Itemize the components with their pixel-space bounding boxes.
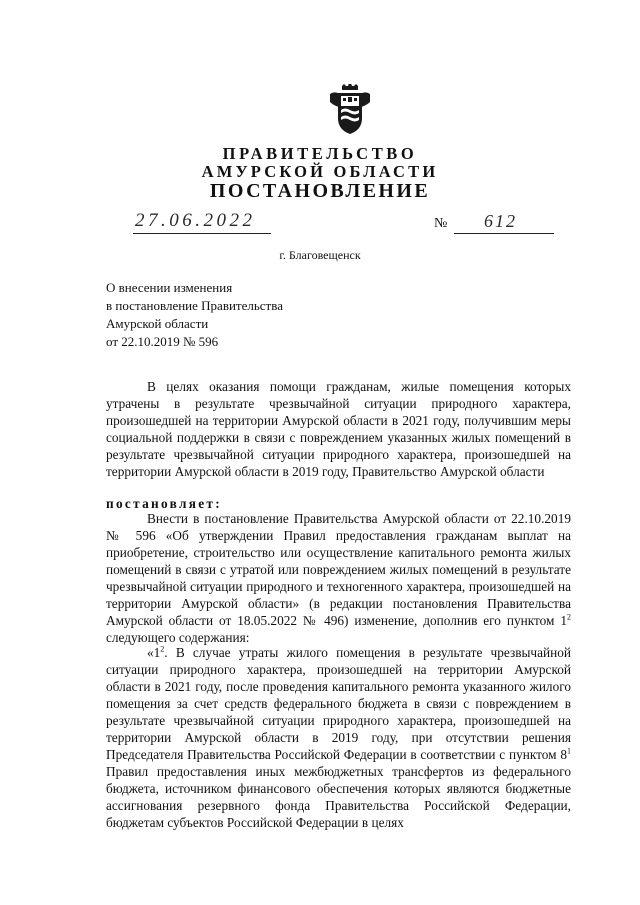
subject-block [106,279,283,351]
superscript: 2 [160,644,165,654]
handwritten-date: 27.06.2022 [135,210,256,231]
subject-line: Амурской области [106,316,209,331]
document-type: ПОСТАНОВЛЕНИЕ [209,180,431,202]
subject-line: от 22.10.2019 № 596 [106,334,219,349]
superscript: 2 [567,612,571,622]
superscript: 1 [567,746,571,756]
org-title-line1: ПРАВИТЕЛЬСТВО [222,144,418,163]
resolves-heading: постановляет: [106,496,222,511]
handwritten-number: 612 [484,211,517,231]
subject-line: О внесении изменения [106,280,233,295]
clause-text: . В случае утраты жилого помещения в результате чрезвычайной ситуации природного характера, произошедшей на территории Амурской области в 2021 году, после проведения капитального ремонта указанного жилого помещения за счет средств федерального бюджета в связи с повреждением в результате чрезвычайной ситуации природного характера, произошедшей на территории Амурской области в 2019 году, при отсутствии решения Председателя Правительства Российской Федерации в соответствии с пунктом 8 [106,645,571,762]
city: г. Благовещенск [279,248,361,262]
clause-paragraph [106,644,571,831]
coat-of-arms-icon [328,84,372,136]
org-title-line2: АМУРСКОЙ ОБЛАСТИ [201,162,439,181]
clause-text-end: Правил предоставления иных межбюджетных трансфертов из федерального бюджета, источником финансового обеспечения которых являются бюджетные ассигнования резервного фонда Правительства Российской Федерации, бюджетам субъектов Российской Федерации в целях [106,764,571,830]
amendment-paragraph [106,510,571,646]
amendment-text-end: следующего содержания: [106,630,250,645]
preamble-paragraph: В целях оказания помощи гражданам, жилые помещения которых утрачены в результате чрезвычайной ситуации природного характера, произошедшей на территории Амурской области в 2021 году, получившим меры социальной поддержки в связи с повреждением указанных жилых помещений в результате чрезвычайной ситуации природного характера, произошедшей на территории Амурской области в 2019 году, Правительство Амурской области [106,379,571,479]
amendment-text: Внести в постановление Правительства Амурской области от 22.10.2019 № 596 «Об утверждении Правил предоставления гражданам выплат на приобретение, строительство или осуществление капитального ремонта жилых помещений в связи с утратой или повреждением жилых помещений в результате чрезвычайной ситуации природного и техногенного характера, произошедшей на территории Амурской области» (в редакции постановления Правительства Амурской области от 18.05.2022 № 496) изменение, дополнив его пунктом 1 [106,511,571,628]
subject-line: в постановление Правительства [106,298,283,313]
number-field [454,213,554,234]
number-label: № [434,216,448,231]
clause-number: «1 [147,645,161,660]
date-field [133,210,271,234]
